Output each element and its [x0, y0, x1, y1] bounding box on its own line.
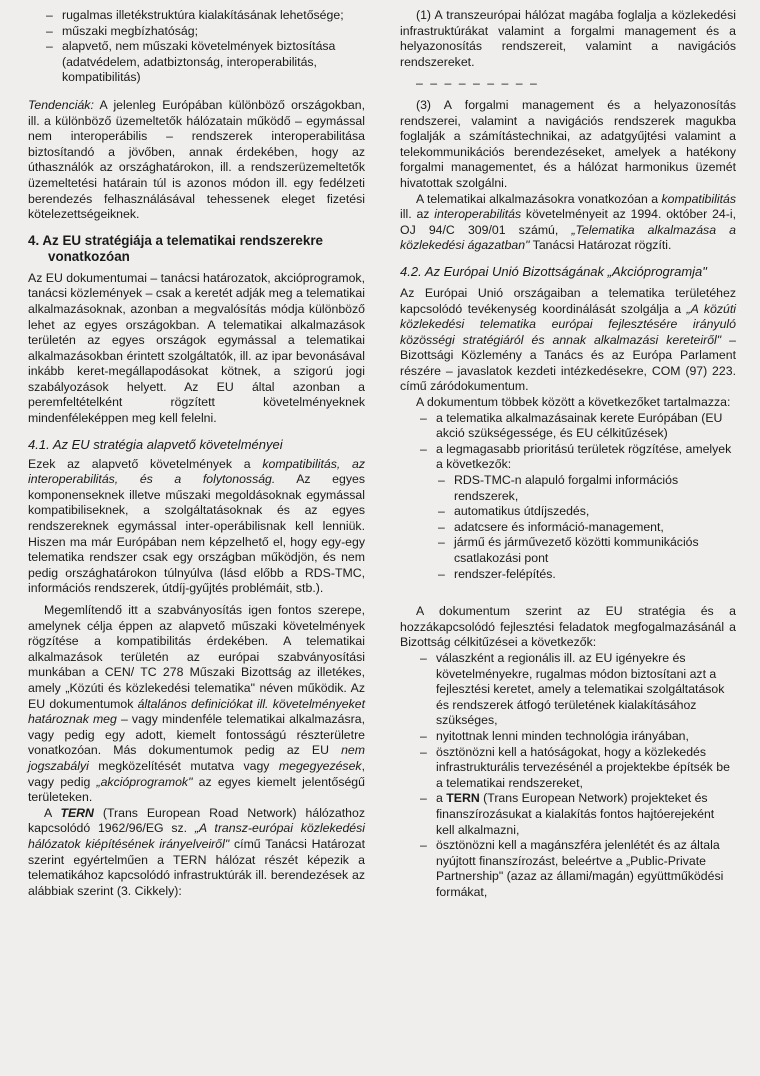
section-heading-4: 4. Az EU stratégiája a telematikai rendszerekre vonatkozóan [28, 232, 323, 264]
paragraph: A dokumentum szerint az EU stratégia és a hozzákapcsolódó fejlesztési feladatok megfogalmazásánál a Bizottság célkitűzései a következők: [400, 604, 736, 650]
paragraph: Megemlítendő itt a szabványosítás igen fontos szerepe, amelynek célja éppen az alapvető műszaki követelmények rögzítése a kompatibilitás érdekében. A telematikai alkalmazások területén az európai szabványosítási munkában a CEN/ TC 278 Műszaki Bizottság az illetékes, amely „Közúti és közlekedési telematika" néven működik. Az EU dokumentumok általános definiciókat ill. követelményeket határoznak meg – vagy mindenféle telematikai alkalmazásra, vagy pedig egy adott, kiemelt fontosságú részterületre vonatkozóan. Más dokumentumok pedig az EU nem jogszabályi megközelítését mutatva vagy megegyezések, vagy pedig „akcióprogramok" az egyes kiemelt jelentőségű területeken. [28, 603, 365, 805]
list-item: – a legmagasabb prioritású területek rögzítése, amelyek a következők: [400, 442, 736, 473]
list-item: – rugalmas illetékstruktúra kialakításának lehetősége; [46, 8, 365, 24]
left-column [28, 8, 365, 899]
sub-list-item: – rendszer-felépítés. [438, 567, 736, 583]
sub-list-item: – automatikus útdíjszedés, [438, 504, 736, 520]
right-column [400, 8, 736, 900]
sub-list-item: – jármű és járművezető közötti kommunikációs csatlakozási pont [438, 535, 736, 566]
list-item: – alapvető, nem műszaki követelmények biztosítása (adatvédelem, adatbiztonság, interoperabilitás, kompatibilitás) [46, 39, 365, 86]
list-item: – ösztönözni kell a hatóságokat, hogy a közlekedés infrastrukturális tervezésénél a projektekbe építsék be a telematikai rendszereket, [400, 745, 736, 792]
paragraph: A telematikai alkalmazásokra vonatkozóan a kompatibilitás ill. az interoperabilitás követelményeit az 1994. október 24-i, OJ 94/C 309/01 számú, „Telematika alkalmazása a közlekedési ágazatban" Tanácsi Határozat rögzíti. [400, 191, 736, 253]
list-item: – műszaki megbízhatóság; [46, 24, 365, 40]
list-item: – a telematika alkalmazásainak kerete Európában (EU akció szükségessége, és EU célkitűzések) [400, 411, 736, 442]
article-item-1: (1) A transzeurópai hálózat magába foglalja a közlekedési infrastruktúrákat valamint a forgalmi management és a helyazonosítás rendszereit, valamint a navigációs rendszereket. [400, 8, 736, 69]
tendencies-paragraph: Tendenciák: A jelenleg Európában különböző országokban, ill. a különböző üzemeltetők hálózatain működő – egymással nem interoperábilis – rendszerek interoperabilitása biztosítandó a jövőben, annak érdekében, hogy az úthasználók az országhatárokon, ill. a rendszerüzemeltetők üzemeltetési határain túl is azonos módon ill. egy fedélzeti berendezés felhasználásával tehessenek eleget fizetési kötelezettségeiknek. [28, 97, 365, 222]
list-item: – válaszként a regionális ill. az EU igényekre és követelményekre, rugalmas módon biztosítani azt a fejlesztési keretet, amely a telematikai szolgáltatások és rendszerek átfogó területének kialakításához szükséges, [400, 651, 736, 729]
sub-list-item: – adatcsere és információ-management, [438, 520, 736, 536]
list-item: – nyitottnak lenni minden technológia irányában, [400, 729, 736, 745]
paragraph: Az EU dokumentumai – tanácsi határozatok, akcióprogramok, tanácsi közlemények – csak a keretét adják meg a telematikai alkalmazásoknak, azonban a megvalósítás módja különböző lehet az egyes országokban. A telematikai alkalmazások területén az egyes országok egymással a telematikai alkalmazásokban érintett szolgáltatók, ill. az ipar bevonásával inkább keret-megállapodásokat kötnek, a szigorú jogi szabályozások helyett. Az EU által azonban a peremfeltételként rögzített követelményeknek mindenféleképpen meg kell felelni. [28, 270, 365, 426]
paragraph: A dokumentum többek között a következőket tartalmazza: [416, 395, 731, 410]
separator-dashes: – – – – – – – – – [416, 76, 539, 91]
tendencies-label: Tendenciák: [28, 97, 94, 112]
list-item: – a TERN (Trans European Network) projekteket és finanszírozásukat a kialakítás fontos hajtóerejeként kell alkalmazni, [400, 791, 736, 838]
paragraph: Ezek az alapvető követelmények a kompatibilitás, az interoperabilitás, és a folytonosság. Az egyes komponenseknek illetve műszaki megoldásoknak egymással kompatibiliseknek, a szolgáltatásoknak és az egyes rendszereknek egymással inter-operábilisnak kell lenniük. Hiszen ma már Európában nem képzelhető el, hogy egy-egy telematika rendszer csak egy országban működjön, és nem pedig országhatárokon túlnyúlva (lásd előbb a RDS-TMC, információs rendszerek, útdíj-gyűjtés problémáit, stb.). [28, 456, 365, 596]
paragraph: Az Európai Unió országaiban a telematika területéhez kapcsolódó tevékenység koordinálását szolgálja a „A közúti közlekedési telematika európai fejlesztésére irányuló közösségi stratégiáról és annak alkalmazási kereteiről" – Bizottsági Közlemény a Tanács és az Európa Parlament részére – javaslatok kezdeti intézkedésekre, COM (97) 223. című záródokumentum. [400, 285, 736, 394]
list-item: – ösztönözni kell a magánszféra jelenlétét és az általa nyújtott finanszírozást, beleértve a „Public-Private Partnership" (azaz az állami/magán) együttműködési formákat, [400, 838, 736, 900]
article-item-3: (3) A forgalmi management és a helyazonosítás rendszerei, valamint a navigációs rendszerek magukba foglalják a számítástechnikai, az adatgyűjtési valamint a telekommunikációs berendezéseket, amelyek a hatékony forgalmi managementet, és a hálózat harmonikus üzemét hivatottak szolgálni. [400, 97, 736, 190]
section-heading-4-1: 4.1. Az EU stratégia alapvető követelményei [28, 436, 283, 452]
section-heading-4-2: 4.2. Az Európai Unió Bizottságának „Akcióprogramja" [400, 263, 707, 279]
sub-list-item: – RDS-TMC-n alapuló forgalmi információs rendszerek, [438, 473, 736, 504]
paragraph: A TERN (Trans European Road Network) hálózathoz kapcsolódó 1962/96/EG sz. „A transz-európai közlekedési hálózatok kiépítésének irányelveiről" című Tanácsi Határozat szerint egyértelműen a TERN hálózat részét képezik a telematikához kapcsolódó infrastruktúrák ill. berendezések az alábbiak szerint (3. Cikkely): [28, 805, 366, 898]
